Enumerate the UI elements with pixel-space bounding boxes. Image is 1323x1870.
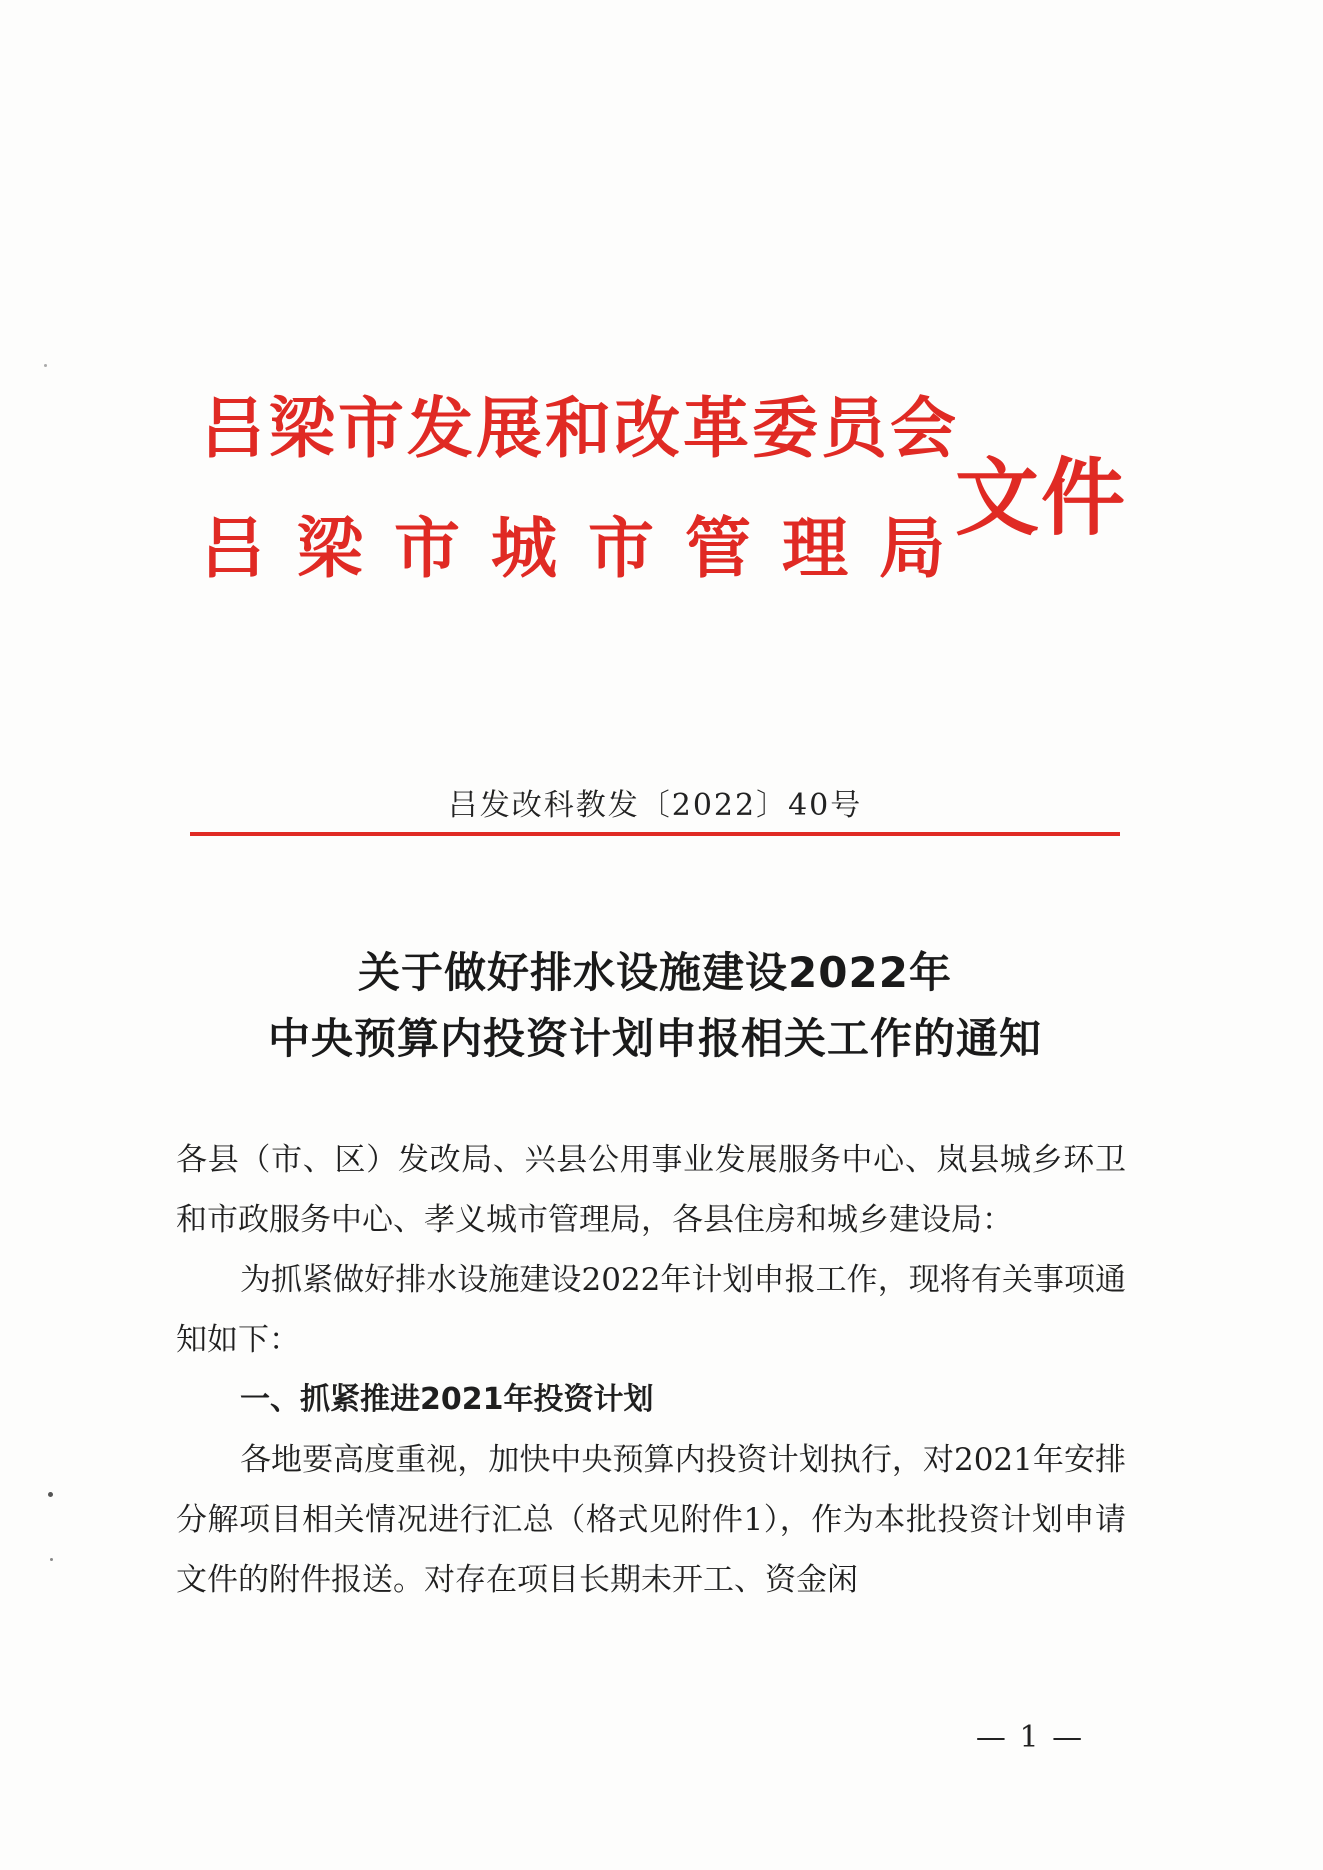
- scan-speck: [50, 1558, 53, 1561]
- document-title-line-2: 中央预算内投资计划申报相关工作的通知: [267, 1014, 1042, 1063]
- intro-paragraph: 为抓紧做好排水设施建设2022年计划申报工作，现将有关事项通知如下：: [176, 1262, 1126, 1358]
- recipients-paragraph: 各县（市、区）发改局、兴县公用事业发展服务中心、岚县城乡环卫和市政服务中心、孝义城市管理局，各县住房和城乡建设局：: [176, 1142, 1126, 1238]
- issuing-org-line-1: 吕梁市发展和改革委员会: [200, 389, 959, 467]
- scan-speck: [44, 364, 47, 367]
- red-separator-line: [190, 832, 1120, 836]
- document-type-label: 文件: [955, 448, 1128, 547]
- section-1-heading: 一、抓紧推进2021年投资计划: [240, 1382, 654, 1417]
- document-red-header: [200, 380, 1140, 610]
- document-title-line-1: 关于做好排水设施建设2022年: [358, 948, 952, 997]
- document-title: [150, 940, 1160, 1072]
- issuing-org-line-2: 吕梁市城市管理局: [200, 509, 976, 587]
- section-1-paragraph: 各地要高度重视，加快中央预算内投资计划执行，对2021年安排分解项目相关情况进行汇总（格式见附件1），作为本批投资计划申请文件的附件报送。对存在项目长期未开工、资金闲: [176, 1442, 1126, 1598]
- document-body: [176, 1130, 1126, 1610]
- document-number: 吕发改科教发〔2022〕40号: [447, 788, 863, 823]
- page-number: — 1 —: [975, 1720, 1085, 1755]
- scan-speck: [48, 1492, 53, 1497]
